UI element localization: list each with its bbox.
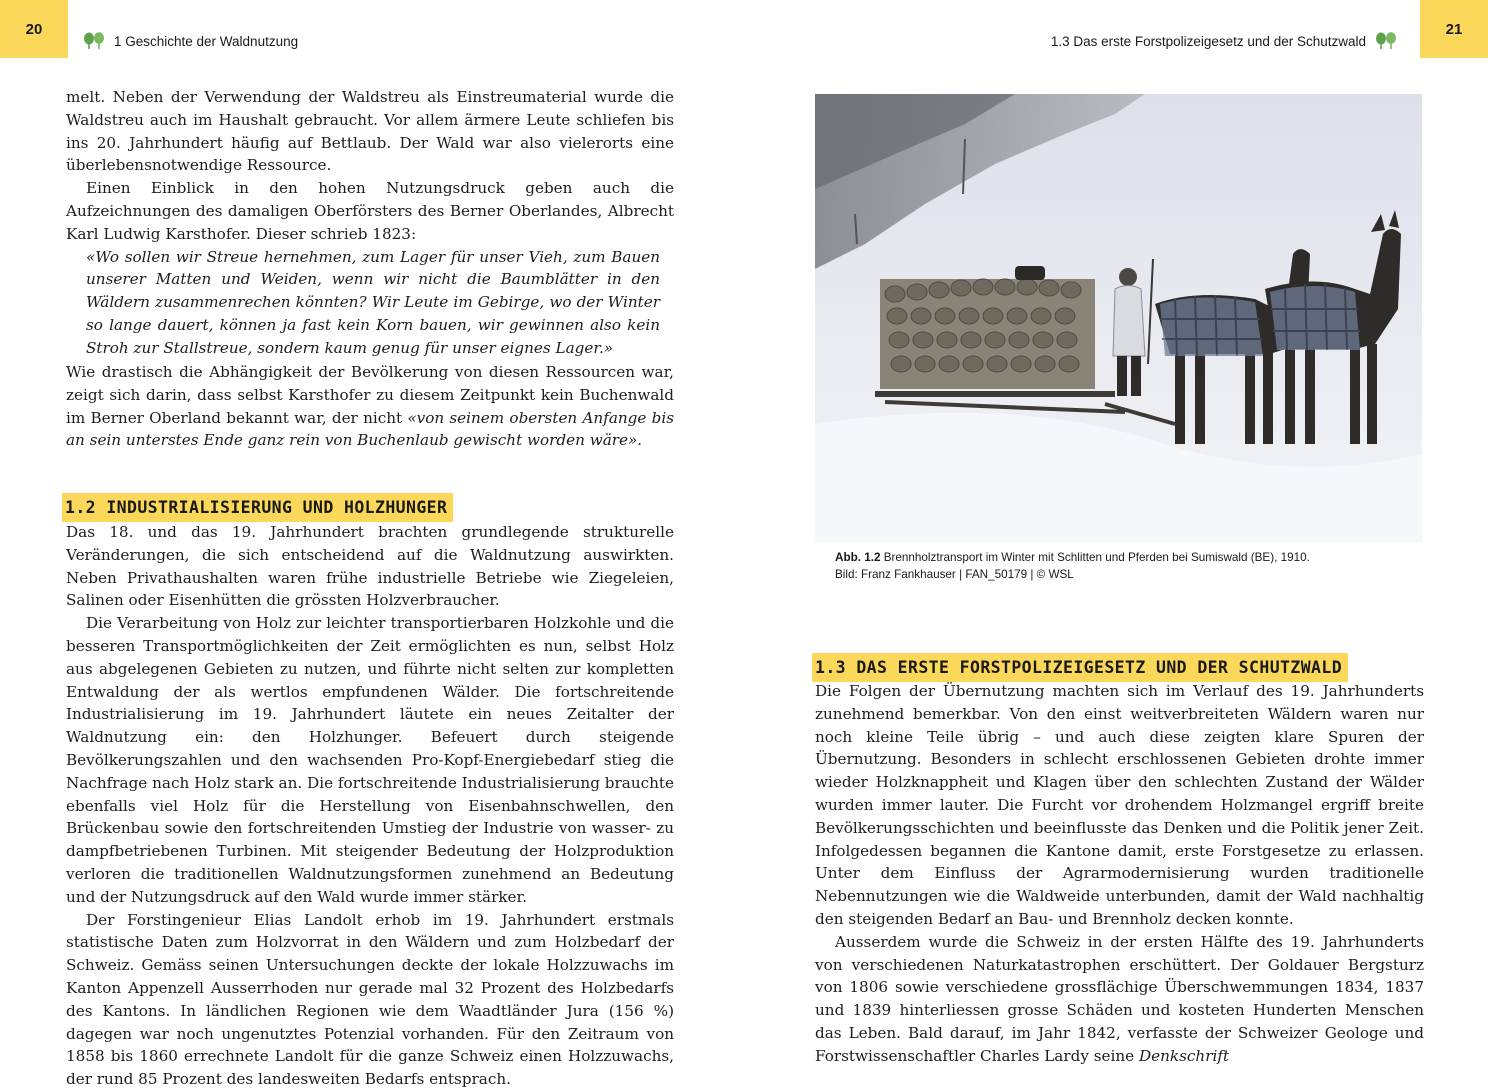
right-page bbox=[744, 0, 1488, 1080]
paragraph-text: Ausserdem wurde die Schweiz in der ersten Hälfte des 19. Jahrhunderts von verschiedenen Naturkatastrophen erschüttert. Der Goldauer Bergsturz von 1806 sowie verschiedene grossflächige Überschwemmungen 1834, 1837 und 1839 hinterliessen grosse Schäden und kosteten Hunderten Menschen das Leben. Bald darauf, im Jahr 1842, verfasste der Schweizer Geologe und Forstwissenschaftler Charles Lardy seine bbox=[815, 932, 1424, 1065]
left-page bbox=[0, 0, 744, 1089]
paragraph bbox=[815, 931, 1424, 1068]
paragraph-quote-inline: «von seinem obersten Anfange bis an sein unterstes Ende ganz rein von Buchenlaub gewischt worden wäre». bbox=[66, 408, 674, 450]
running-head-left-text: 1 Geschichte der Waldnutzung bbox=[114, 33, 299, 49]
tree-pair-icon bbox=[1374, 32, 1398, 50]
section-heading-wrap bbox=[812, 653, 1348, 682]
paragraph: melt. Neben der Verwendung der Waldstreu als Einstreumaterial wurde die Waldstreu auch im Haushalt gebraucht. Vor allem ärmere Leute schliefen bis ins 20. Jahrhundert häufig auf Bettlaub. Der Wald war also vielerorts eine überlebensnotwendige Ressource. bbox=[66, 88, 674, 175]
right-body-section bbox=[815, 680, 1424, 1068]
left-body-after-quote bbox=[66, 361, 674, 452]
figure-caption bbox=[835, 549, 1395, 583]
left-body-top bbox=[66, 86, 674, 360]
section-heading: 1.3 DAS ERSTE FORSTPOLIZEIGESETZ UND DER SCHUTZWALD bbox=[812, 653, 1348, 682]
running-head-right bbox=[1051, 32, 1398, 50]
page-number-left: 20 bbox=[0, 0, 68, 58]
paragraph-text: Wie drastisch die Abhängigkeit der Bevölkerung von diesen Ressourcen war, zeigt sich darin, dass selbst Karsthofer zu diesem Zeitpunkt kein Buchenwald im Berner Oberland bekannt war, der nicht bbox=[66, 363, 674, 427]
paragraph: Die Verarbeitung von Holz zur leichter transportierbaren Holzkohle und die besseren Transportmöglichkeiten der Zeit ermöglichten es nun, selbst Holz aus abgelegenen Gebieten zu nutzen, und führte nicht selten zur kompletten Entwaldung der als wertlos empfundenen Wälder. Die fortschreitende Industrialisierung im 19. Jahrhundert läutete ein neues Zeitalter der Waldnutzung ein: den Holzhunger. Befeuert durch steigende Bevölkerungszahlen und den wachsenden Pro-Kopf-Energiebedarf stieg die Nachfrage nach Holz stark an. Die fortschreitende Industrialisierung brauchte ebenfalls viel Holz für die Herstellung von Eisenbahnschwellen, den Brückenbau sowie den fortschreitenden Umstieg der Industrie von wasser- zu dampfbetriebenen Turbinen. Mit steigender Bedeutung der Holzproduktion verloren die traditionellen Waldnutzungsformen zunehmend an Bedeutung und der Nutzungsdruck auf den Wald wurde immer stärker. bbox=[66, 614, 674, 906]
section-heading-wrap bbox=[62, 493, 453, 522]
caption-credit: Bild: Franz Fankhauser | FAN_50179 | © WSL bbox=[835, 568, 1074, 581]
paragraph: Die Folgen der Übernutzung machten sich im Verlauf des 19. Jahrhunderts zunehmend bemerkbar. Von den einst weitverbreiteten Wäldern waren nur noch kleine Teile übrig – und auch diese zeigten klare Spuren der Übernutzung. Besonders in schlecht erschlossenen Gebieten drohte immer wieder Holzknappheit und Klagen über den schlechten Zustand der Wälder wurden immer lauter. Die Furcht vor drohendem Holzmangel ergriff breite Bevölkerungsschichten und beeinflusste das Denken und die Politik jener Zeit. Infolgedessen begannen die Kantone damit, erste Forstgesetze zu erlassen. Unter dem Einfluss der Agrarmodernisierung wurden traditionelle Nebennutzungen wie die Waldweide unterbunden, damit der Wald nachhaltig den steigenden Bedarf an Bau- und Brennholz decken konnte. bbox=[815, 682, 1424, 928]
paragraph: Das 18. und das 19. Jahrhundert brachten grundlegende strukturelle Veränderungen, die sich entscheidend auf die Waldnutzung auswirkten. Neben Privathaushalten waren frühe industrielle Betriebe wie Ziegeleien, Salinen oder Eisenhütten die grössten Holzverbraucher. bbox=[66, 523, 674, 610]
paragraph: Einen Einblick in den hohen Nutzungsdruck geben auch die Aufzeichnungen des damaligen Oberförsters des Berner Oberlandes, Albrecht Karl Ludwig Karsthofer. Dieser schrieb 1823: bbox=[66, 179, 674, 243]
caption-text: Brennholztransport im Winter mit Schlitten und Pferden bei Sumiswald (BE), 1910. bbox=[880, 551, 1310, 564]
section-heading: 1.2 INDUSTRIALISIERUNG UND HOLZHUNGER bbox=[62, 493, 453, 522]
running-head-left bbox=[82, 32, 298, 50]
sled-with-firewood-and-horses-photo bbox=[815, 94, 1422, 542]
tree-pair-icon bbox=[82, 32, 106, 50]
paragraph bbox=[66, 361, 674, 452]
paragraph-italic-title: Denkschrift bbox=[1138, 1046, 1230, 1065]
paragraph: Der Forstingenieur Elias Landolt erhob im 19. Jahrhundert erstmals statistische Daten zum Holzvorrat in den Wäldern und zum Holzbedarf der Schweiz. Gemäss seinen Untersuchungen deckte der lokale Holzzuwachs im Kanton Appenzell Ausserrhoden nur gerade mal 32 Prozent des Holzbedarfs des Kantons. In ländlichen Regionen wie dem Waadtländer Jura (156 %) dagegen war noch ungenutztes Potenzial vorhanden. Für den Zeitraum von 1858 bis 1860 errechnete Landolt für die ganze Schweiz einen Holzzuwachs, der rund 85 Prozent des landesweiten Bedarfs entsprach. bbox=[66, 910, 674, 1089]
running-head-right-text: 1.3 Das erste Forstpolizeigesetz und der Schutzwald bbox=[1050, 33, 1366, 49]
caption-label: Abb. 1.2 bbox=[835, 551, 881, 564]
page-number-right: 21 bbox=[1420, 0, 1488, 58]
left-body-section bbox=[66, 521, 674, 1091]
block-quote: «Wo sollen wir Streue hernehmen, zum Lager für unser Vieh, zum Bauen unserer Matten und Weiden, wenn wir nicht die Baumblätter in den Wäldern zusammenrechen könnten? Wir Leute im Gebirge, wo der Winter so lange dauert, können ja fast kein Korn bauen, wir gewinnen also kein Stroh zur Stallstreue, sondern kaum genug für unser eignes Lager.» bbox=[86, 247, 660, 357]
